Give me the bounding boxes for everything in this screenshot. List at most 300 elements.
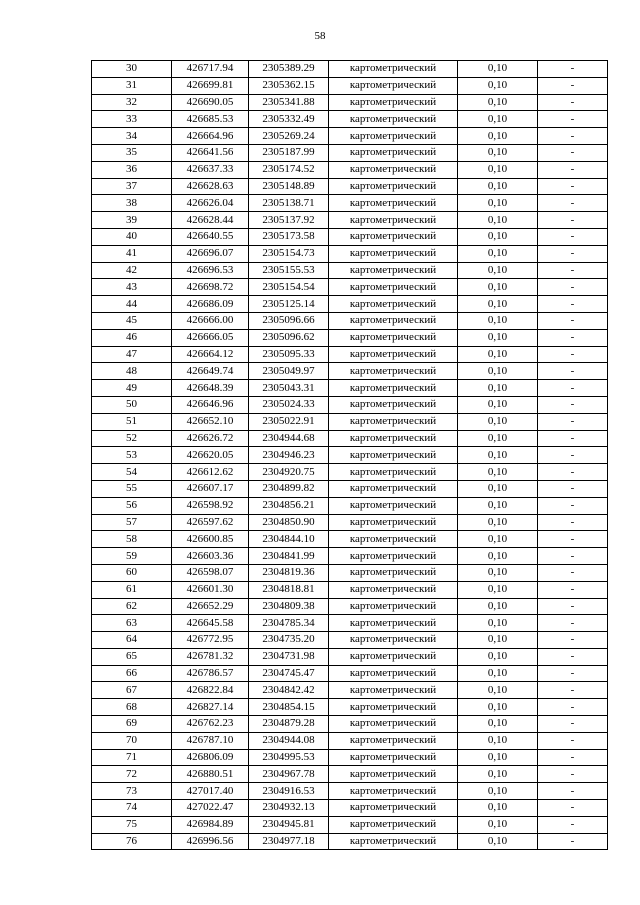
table-row <box>92 816 608 833</box>
x-coordinate-cell: 426717.94 <box>172 61 249 78</box>
method-cell: картометрический <box>329 312 458 329</box>
table-row <box>92 581 608 598</box>
method-cell: картометрический <box>329 716 458 733</box>
note-cell: - <box>538 111 608 128</box>
accuracy-cell: 0,10 <box>458 380 538 397</box>
y-coordinate-cell: 2304735.20 <box>249 632 329 649</box>
x-coordinate-cell: 426772.95 <box>172 632 249 649</box>
point-number-cell: 50 <box>92 396 172 413</box>
accuracy-cell: 0,10 <box>458 732 538 749</box>
x-coordinate-cell: 426787.10 <box>172 732 249 749</box>
table-row <box>92 632 608 649</box>
method-cell: картометрический <box>329 430 458 447</box>
point-number-cell: 58 <box>92 531 172 548</box>
method-cell: картометрический <box>329 548 458 565</box>
note-cell: - <box>538 178 608 195</box>
method-cell: картометрический <box>329 800 458 817</box>
y-coordinate-cell: 2305389.29 <box>249 61 329 78</box>
table-row <box>92 716 608 733</box>
y-coordinate-cell: 2305096.66 <box>249 312 329 329</box>
note-cell: - <box>538 682 608 699</box>
accuracy-cell: 0,10 <box>458 816 538 833</box>
x-coordinate-cell: 426652.29 <box>172 598 249 615</box>
table-row <box>92 413 608 430</box>
table-row <box>92 615 608 632</box>
y-coordinate-cell: 2304977.18 <box>249 833 329 850</box>
y-coordinate-cell: 2304946.23 <box>249 447 329 464</box>
accuracy-cell: 0,10 <box>458 178 538 195</box>
y-coordinate-cell: 2304920.75 <box>249 464 329 481</box>
y-coordinate-cell: 2305154.54 <box>249 279 329 296</box>
y-coordinate-cell: 2304785.34 <box>249 615 329 632</box>
table-row <box>92 329 608 346</box>
table-row <box>92 430 608 447</box>
point-number-cell: 34 <box>92 128 172 145</box>
note-cell: - <box>538 380 608 397</box>
method-cell: картометрический <box>329 783 458 800</box>
table-row <box>92 564 608 581</box>
note-cell: - <box>538 749 608 766</box>
note-cell: - <box>538 77 608 94</box>
accuracy-cell: 0,10 <box>458 296 538 313</box>
note-cell: - <box>538 581 608 598</box>
y-coordinate-cell: 2304899.82 <box>249 480 329 497</box>
note-cell: - <box>538 598 608 615</box>
method-cell: картометрический <box>329 77 458 94</box>
x-coordinate-cell: 426781.32 <box>172 648 249 665</box>
x-coordinate-cell: 426699.81 <box>172 77 249 94</box>
x-coordinate-cell: 426696.53 <box>172 262 249 279</box>
point-number-cell: 75 <box>92 816 172 833</box>
accuracy-cell: 0,10 <box>458 783 538 800</box>
table-row <box>92 228 608 245</box>
method-cell: картометрический <box>329 564 458 581</box>
note-cell: - <box>538 262 608 279</box>
point-number-cell: 69 <box>92 716 172 733</box>
accuracy-cell: 0,10 <box>458 77 538 94</box>
note-cell: - <box>538 531 608 548</box>
note-cell: - <box>538 212 608 229</box>
accuracy-cell: 0,10 <box>458 396 538 413</box>
method-cell: картометрический <box>329 749 458 766</box>
accuracy-cell: 0,10 <box>458 128 538 145</box>
accuracy-cell: 0,10 <box>458 480 538 497</box>
note-cell: - <box>538 61 608 78</box>
method-cell: картометрический <box>329 598 458 615</box>
accuracy-cell: 0,10 <box>458 531 538 548</box>
accuracy-cell: 0,10 <box>458 195 538 212</box>
point-number-cell: 59 <box>92 548 172 565</box>
point-number-cell: 45 <box>92 312 172 329</box>
accuracy-cell: 0,10 <box>458 598 538 615</box>
note-cell: - <box>538 413 608 430</box>
accuracy-cell: 0,10 <box>458 430 538 447</box>
table-row <box>92 61 608 78</box>
x-coordinate-cell: 426880.51 <box>172 766 249 783</box>
point-number-cell: 30 <box>92 61 172 78</box>
point-number-cell: 42 <box>92 262 172 279</box>
y-coordinate-cell: 2304945.81 <box>249 816 329 833</box>
table-row <box>92 396 608 413</box>
accuracy-cell: 0,10 <box>458 144 538 161</box>
note-cell: - <box>538 430 608 447</box>
table-row <box>92 312 608 329</box>
method-cell: картометрический <box>329 363 458 380</box>
table-row <box>92 178 608 195</box>
accuracy-cell: 0,10 <box>458 648 538 665</box>
accuracy-cell: 0,10 <box>458 564 538 581</box>
table-row <box>92 648 608 665</box>
method-cell: картометрический <box>329 514 458 531</box>
accuracy-cell: 0,10 <box>458 94 538 111</box>
y-coordinate-cell: 2305154.73 <box>249 245 329 262</box>
method-cell: картометрический <box>329 497 458 514</box>
note-cell: - <box>538 716 608 733</box>
method-cell: картометрический <box>329 413 458 430</box>
y-coordinate-cell: 2305024.33 <box>249 396 329 413</box>
method-cell: картометрический <box>329 648 458 665</box>
accuracy-cell: 0,10 <box>458 615 538 632</box>
note-cell: - <box>538 245 608 262</box>
method-cell: картометрический <box>329 732 458 749</box>
accuracy-cell: 0,10 <box>458 682 538 699</box>
point-number-cell: 40 <box>92 228 172 245</box>
table-row <box>92 699 608 716</box>
point-number-cell: 72 <box>92 766 172 783</box>
method-cell: картометрический <box>329 615 458 632</box>
method-cell: картометрический <box>329 329 458 346</box>
x-coordinate-cell: 426620.05 <box>172 447 249 464</box>
method-cell: картометрический <box>329 480 458 497</box>
table-row <box>92 732 608 749</box>
y-coordinate-cell: 2305173.58 <box>249 228 329 245</box>
accuracy-cell: 0,10 <box>458 833 538 850</box>
table-row <box>92 531 608 548</box>
table-row <box>92 833 608 850</box>
x-coordinate-cell: 426600.85 <box>172 531 249 548</box>
accuracy-cell: 0,10 <box>458 497 538 514</box>
x-coordinate-cell: 426626.04 <box>172 195 249 212</box>
method-cell: картометрический <box>329 632 458 649</box>
method-cell: картометрический <box>329 699 458 716</box>
y-coordinate-cell: 2305341.88 <box>249 94 329 111</box>
note-cell: - <box>538 228 608 245</box>
point-number-cell: 53 <box>92 447 172 464</box>
note-cell: - <box>538 279 608 296</box>
y-coordinate-cell: 2304932.13 <box>249 800 329 817</box>
note-cell: - <box>538 833 608 850</box>
point-number-cell: 56 <box>92 497 172 514</box>
x-coordinate-cell: 426690.05 <box>172 94 249 111</box>
coordinates-table <box>91 60 608 850</box>
x-coordinate-cell: 426646.96 <box>172 396 249 413</box>
point-number-cell: 63 <box>92 615 172 632</box>
x-coordinate-cell: 427022.47 <box>172 800 249 817</box>
coordinates-table-body <box>92 61 608 850</box>
point-number-cell: 68 <box>92 699 172 716</box>
accuracy-cell: 0,10 <box>458 245 538 262</box>
x-coordinate-cell: 426664.96 <box>172 128 249 145</box>
accuracy-cell: 0,10 <box>458 665 538 682</box>
y-coordinate-cell: 2304995.53 <box>249 749 329 766</box>
method-cell: картометрический <box>329 531 458 548</box>
note-cell: - <box>538 564 608 581</box>
method-cell: картометрический <box>329 464 458 481</box>
x-coordinate-cell: 426640.55 <box>172 228 249 245</box>
accuracy-cell: 0,10 <box>458 464 538 481</box>
x-coordinate-cell: 426641.56 <box>172 144 249 161</box>
x-coordinate-cell: 426652.10 <box>172 413 249 430</box>
accuracy-cell: 0,10 <box>458 346 538 363</box>
table-row <box>92 514 608 531</box>
point-number-cell: 38 <box>92 195 172 212</box>
point-number-cell: 35 <box>92 144 172 161</box>
note-cell: - <box>538 296 608 313</box>
accuracy-cell: 0,10 <box>458 749 538 766</box>
y-coordinate-cell: 2305269.24 <box>249 128 329 145</box>
x-coordinate-cell: 426698.72 <box>172 279 249 296</box>
accuracy-cell: 0,10 <box>458 800 538 817</box>
note-cell: - <box>538 548 608 565</box>
note-cell: - <box>538 396 608 413</box>
note-cell: - <box>538 766 608 783</box>
x-coordinate-cell: 427017.40 <box>172 783 249 800</box>
x-coordinate-cell: 426612.62 <box>172 464 249 481</box>
point-number-cell: 73 <box>92 783 172 800</box>
table-row <box>92 245 608 262</box>
table-row <box>92 598 608 615</box>
method-cell: картометрический <box>329 111 458 128</box>
y-coordinate-cell: 2305137.92 <box>249 212 329 229</box>
y-coordinate-cell: 2305362.15 <box>249 77 329 94</box>
point-number-cell: 61 <box>92 581 172 598</box>
point-number-cell: 52 <box>92 430 172 447</box>
method-cell: картометрический <box>329 447 458 464</box>
note-cell: - <box>538 497 608 514</box>
table-row <box>92 161 608 178</box>
note-cell: - <box>538 732 608 749</box>
x-coordinate-cell: 426628.44 <box>172 212 249 229</box>
table-row <box>92 497 608 514</box>
x-coordinate-cell: 426637.33 <box>172 161 249 178</box>
point-number-cell: 39 <box>92 212 172 229</box>
method-cell: картометрический <box>329 816 458 833</box>
point-number-cell: 41 <box>92 245 172 262</box>
method-cell: картометрический <box>329 212 458 229</box>
accuracy-cell: 0,10 <box>458 312 538 329</box>
y-coordinate-cell: 2304819.36 <box>249 564 329 581</box>
table-row <box>92 94 608 111</box>
x-coordinate-cell: 426666.00 <box>172 312 249 329</box>
note-cell: - <box>538 800 608 817</box>
x-coordinate-cell: 426806.09 <box>172 749 249 766</box>
method-cell: картометрический <box>329 245 458 262</box>
note-cell: - <box>538 783 608 800</box>
y-coordinate-cell: 2305187.99 <box>249 144 329 161</box>
table-row <box>92 77 608 94</box>
table-row <box>92 262 608 279</box>
y-coordinate-cell: 2304818.81 <box>249 581 329 598</box>
point-number-cell: 36 <box>92 161 172 178</box>
point-number-cell: 33 <box>92 111 172 128</box>
y-coordinate-cell: 2304944.68 <box>249 430 329 447</box>
note-cell: - <box>538 195 608 212</box>
x-coordinate-cell: 426601.30 <box>172 581 249 598</box>
method-cell: картометрический <box>329 178 458 195</box>
y-coordinate-cell: 2305148.89 <box>249 178 329 195</box>
y-coordinate-cell: 2304844.10 <box>249 531 329 548</box>
accuracy-cell: 0,10 <box>458 262 538 279</box>
y-coordinate-cell: 2304850.90 <box>249 514 329 531</box>
x-coordinate-cell: 426762.23 <box>172 716 249 733</box>
accuracy-cell: 0,10 <box>458 766 538 783</box>
point-number-cell: 74 <box>92 800 172 817</box>
table-row <box>92 447 608 464</box>
y-coordinate-cell: 2305022.91 <box>249 413 329 430</box>
y-coordinate-cell: 2305174.52 <box>249 161 329 178</box>
accuracy-cell: 0,10 <box>458 228 538 245</box>
y-coordinate-cell: 2305043.31 <box>249 380 329 397</box>
y-coordinate-cell: 2304841.99 <box>249 548 329 565</box>
y-coordinate-cell: 2305155.53 <box>249 262 329 279</box>
note-cell: - <box>538 480 608 497</box>
table-row <box>92 682 608 699</box>
x-coordinate-cell: 426666.05 <box>172 329 249 346</box>
method-cell: картометрический <box>329 279 458 296</box>
accuracy-cell: 0,10 <box>458 413 538 430</box>
table-row <box>92 800 608 817</box>
x-coordinate-cell: 426645.58 <box>172 615 249 632</box>
accuracy-cell: 0,10 <box>458 279 538 296</box>
method-cell: картометрический <box>329 346 458 363</box>
accuracy-cell: 0,10 <box>458 212 538 229</box>
y-coordinate-cell: 2304856.21 <box>249 497 329 514</box>
point-number-cell: 67 <box>92 682 172 699</box>
y-coordinate-cell: 2304916.53 <box>249 783 329 800</box>
y-coordinate-cell: 2304944.08 <box>249 732 329 749</box>
note-cell: - <box>538 346 608 363</box>
y-coordinate-cell: 2305125.14 <box>249 296 329 313</box>
note-cell: - <box>538 464 608 481</box>
x-coordinate-cell: 426786.57 <box>172 665 249 682</box>
x-coordinate-cell: 426827.14 <box>172 699 249 716</box>
accuracy-cell: 0,10 <box>458 447 538 464</box>
method-cell: картометрический <box>329 380 458 397</box>
table-row <box>92 128 608 145</box>
method-cell: картометрический <box>329 833 458 850</box>
accuracy-cell: 0,10 <box>458 514 538 531</box>
accuracy-cell: 0,10 <box>458 161 538 178</box>
table-row <box>92 144 608 161</box>
accuracy-cell: 0,10 <box>458 581 538 598</box>
note-cell: - <box>538 447 608 464</box>
point-number-cell: 76 <box>92 833 172 850</box>
y-coordinate-cell: 2304731.98 <box>249 648 329 665</box>
method-cell: картометрический <box>329 144 458 161</box>
point-number-cell: 71 <box>92 749 172 766</box>
point-number-cell: 65 <box>92 648 172 665</box>
point-number-cell: 48 <box>92 363 172 380</box>
point-number-cell: 57 <box>92 514 172 531</box>
point-number-cell: 55 <box>92 480 172 497</box>
table-row <box>92 363 608 380</box>
method-cell: картометрический <box>329 195 458 212</box>
y-coordinate-cell: 2305332.49 <box>249 111 329 128</box>
note-cell: - <box>538 312 608 329</box>
point-number-cell: 54 <box>92 464 172 481</box>
table-row <box>92 279 608 296</box>
note-cell: - <box>538 128 608 145</box>
method-cell: картометрический <box>329 766 458 783</box>
table-row <box>92 766 608 783</box>
table-row <box>92 380 608 397</box>
point-number-cell: 31 <box>92 77 172 94</box>
page-number: 58 <box>314 30 326 42</box>
table-row <box>92 111 608 128</box>
note-cell: - <box>538 665 608 682</box>
note-cell: - <box>538 94 608 111</box>
x-coordinate-cell: 426996.56 <box>172 833 249 850</box>
note-cell: - <box>538 816 608 833</box>
x-coordinate-cell: 426626.72 <box>172 430 249 447</box>
accuracy-cell: 0,10 <box>458 632 538 649</box>
method-cell: картометрический <box>329 396 458 413</box>
x-coordinate-cell: 426607.17 <box>172 480 249 497</box>
y-coordinate-cell: 2304842.42 <box>249 682 329 699</box>
y-coordinate-cell: 2305095.33 <box>249 346 329 363</box>
note-cell: - <box>538 363 608 380</box>
table-row <box>92 346 608 363</box>
point-number-cell: 66 <box>92 665 172 682</box>
point-number-cell: 60 <box>92 564 172 581</box>
x-coordinate-cell: 426597.62 <box>172 514 249 531</box>
point-number-cell: 64 <box>92 632 172 649</box>
note-cell: - <box>538 699 608 716</box>
table-row <box>92 195 608 212</box>
accuracy-cell: 0,10 <box>458 548 538 565</box>
method-cell: картометрический <box>329 128 458 145</box>
y-coordinate-cell: 2305138.71 <box>249 195 329 212</box>
point-number-cell: 46 <box>92 329 172 346</box>
y-coordinate-cell: 2304809.38 <box>249 598 329 615</box>
accuracy-cell: 0,10 <box>458 363 538 380</box>
x-coordinate-cell: 426603.36 <box>172 548 249 565</box>
note-cell: - <box>538 329 608 346</box>
table-row <box>92 212 608 229</box>
accuracy-cell: 0,10 <box>458 61 538 78</box>
table-row <box>92 296 608 313</box>
note-cell: - <box>538 632 608 649</box>
method-cell: картометрический <box>329 296 458 313</box>
note-cell: - <box>538 161 608 178</box>
table-row <box>92 665 608 682</box>
x-coordinate-cell: 426984.89 <box>172 816 249 833</box>
y-coordinate-cell: 2305096.62 <box>249 329 329 346</box>
point-number-cell: 44 <box>92 296 172 313</box>
point-number-cell: 62 <box>92 598 172 615</box>
point-number-cell: 70 <box>92 732 172 749</box>
x-coordinate-cell: 426598.07 <box>172 564 249 581</box>
table-row <box>92 464 608 481</box>
y-coordinate-cell: 2304745.47 <box>249 665 329 682</box>
accuracy-cell: 0,10 <box>458 111 538 128</box>
x-coordinate-cell: 426686.09 <box>172 296 249 313</box>
method-cell: картометрический <box>329 581 458 598</box>
point-number-cell: 43 <box>92 279 172 296</box>
table-row <box>92 749 608 766</box>
note-cell: - <box>538 648 608 665</box>
accuracy-cell: 0,10 <box>458 699 538 716</box>
